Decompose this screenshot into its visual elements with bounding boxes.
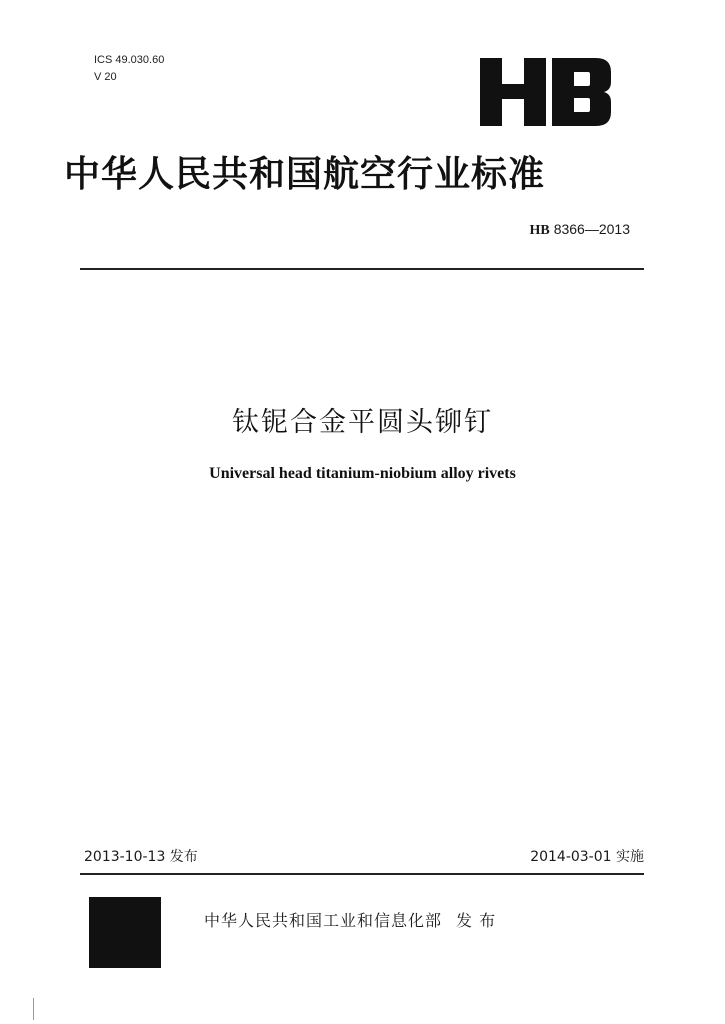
ics-code: ICS 49.030.60 xyxy=(94,54,165,66)
issuer xyxy=(204,908,496,931)
issuer-name: 中华人民共和国工业和信息化部 xyxy=(204,911,443,930)
bottom-divider xyxy=(80,873,644,875)
issuer-emblem-block xyxy=(89,897,161,968)
standard-number-prefix: HB xyxy=(529,223,550,238)
issue-date: 2013-10-13 发布 xyxy=(84,849,198,865)
issuer-action: 发 布 xyxy=(456,911,497,930)
classification-codes xyxy=(94,52,164,86)
document-title-english: Universal head titanium-niobium alloy rivets xyxy=(209,465,516,482)
ccs-code: V 20 xyxy=(94,71,117,83)
hb-logo xyxy=(480,58,611,126)
document-title-chinese: 钛铌合金平圆头铆钉 xyxy=(232,407,493,438)
standard-number-value: 8366—2013 xyxy=(553,221,630,237)
scan-margin-mark xyxy=(33,998,34,1020)
top-divider xyxy=(80,268,644,270)
implementation-date: 2014-03-01 实施 xyxy=(530,849,644,865)
standard-number xyxy=(480,221,630,239)
standard-type-title: 中华人民共和国航空行业标准 xyxy=(64,154,546,195)
